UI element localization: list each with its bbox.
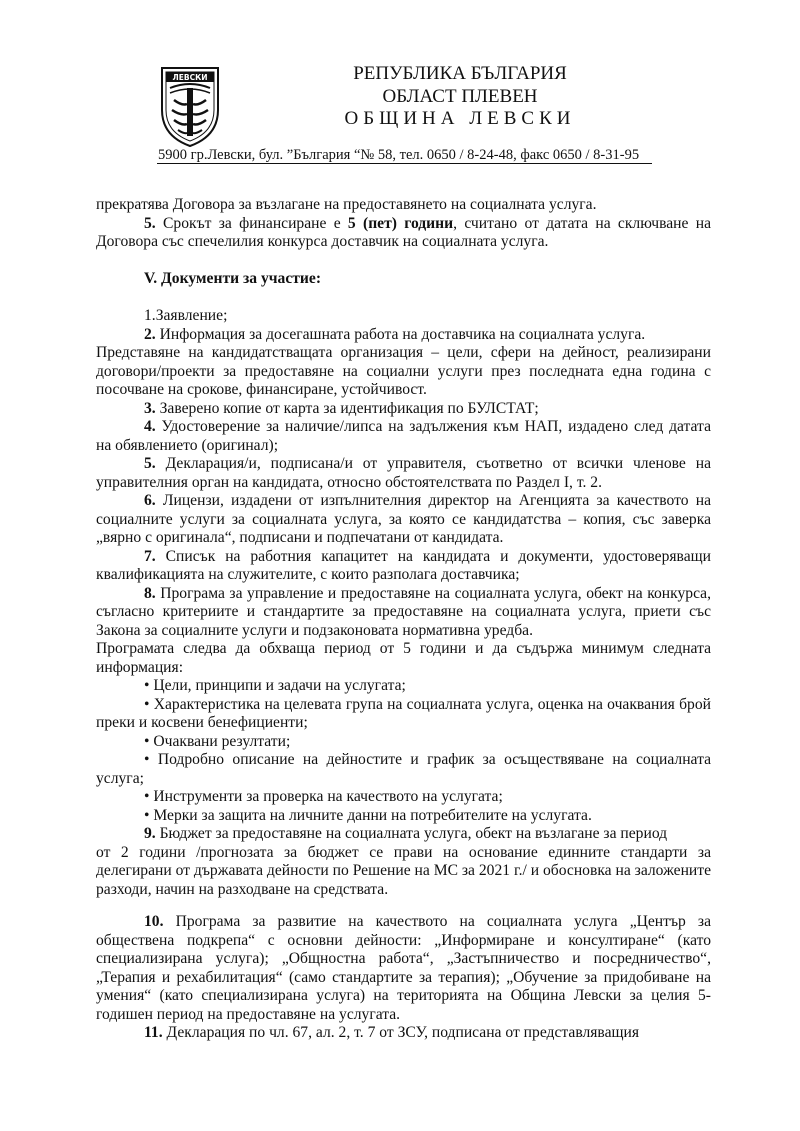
document-item-8-detail: Програмата следва да обхваща период от 5 години и да съдържа минимум следната информация: xyxy=(96,640,711,676)
bullet-item: • Очаквани резултати; xyxy=(144,732,291,750)
crest-label: ЛЕВСКИ xyxy=(172,73,208,83)
bullet-item: • Мерки за защита на личните данни на потребителите на услугата. xyxy=(144,806,592,824)
document-body xyxy=(96,196,711,1043)
letterhead-titles xyxy=(300,63,620,131)
document-item-2-detail: Представяне на кандидатстващата организация – цели, сфери на дейност, реализирани договори/проекти за предоставяне на социални услуги през последната една година с посочване на срокове, финансиране, устойчивост. xyxy=(96,344,711,398)
document-item-10: 10. Програма за развитие на качеството на социалната услуга „Център за обществена подкрепа“ с основни дейности: „Информиране и консултиране“ (като специализирана услуга); „Общностна работа“, „Застъпничество и посредничество“, „Терапия и рехабилитация“ (само стандартите за терапия); „Обучение за придобиване на умения“ (като специализирана услуга) на територията на Община Левски за целия 5-годишен период на предоставяне на услугата. xyxy=(96,913,711,1023)
header-divider xyxy=(157,163,652,164)
document-item-9-detail: от 2 години /прогнозата за бюджет се прави на основание единните стандарти за делегирани от държавата дейности по Решение на МС за 2021 г./ и обосновка на заложените разходи, начин на разходване на средствата. xyxy=(96,843,711,898)
document-item-2: 2. Информация за досегашната работа на доставчика на социалната услуга. xyxy=(144,325,646,343)
contact-address: 5900 гр.Левски, бул. ”България “№ 58, тел. 0650 / 8-24-48, факс 0650 / 8-31-95 xyxy=(158,147,640,163)
document-item-5: 5. Декларация/и, подписана/и от управителя, съответно от всички членове на управителния орган на кандидата, относно обстоятелствата по Раздел I, т. 2. xyxy=(96,455,711,491)
document-item-11: 11. Декларация по чл. 67, ал. 2, т. 7 от ЗСУ, подписана от представляващия xyxy=(144,1024,640,1041)
bullet-item: • Характеристика на целевата група на социалната услуга, оценка на очаквания брой преки и косвени бенефициенти; xyxy=(96,695,711,731)
document-item-7: 7. Списък на работния капацитет на кандидата и документи, удостоверяващи квалификацията на служителите, с които разполага доставчика; xyxy=(96,547,711,583)
bullet-item: • Цели, принципи и задачи на услугата; xyxy=(144,677,406,694)
bullet-item: • Инструменти за проверка на качеството на услугата; xyxy=(144,788,503,805)
document-item-9: 9. Бюджет за предоставяне на социалната услуга, обект на възлагане за период xyxy=(144,825,668,842)
section-heading: V. Документи за участие: xyxy=(144,270,322,287)
paragraph-continuation: прекратява Договора за възлагане на предоставянето на социалната услуга. xyxy=(96,196,597,213)
region-name: ОБЛАСТ ПЛЕВЕН xyxy=(382,85,538,107)
municipality-name: ОБЩИНА ЛЕВСКИ xyxy=(344,108,576,129)
country-name: РЕПУБЛИКА БЪЛГАРИЯ xyxy=(353,63,567,84)
document-item-1: 1.Заявление; xyxy=(144,307,228,324)
document-item-4: 4. Удостоверение за наличие/липса на задължения към НАП, издадено след датата на обявлението (оригинал); xyxy=(96,418,711,454)
document-item-6: 6. Лицензи, издадени от изпълнителния директор на Агенцията за качеството на социалните услуги за социалната услуга, за която се кандидатства – копия, със заверка „вярно с оригинала“, подписани и подпечатани от кандидата. xyxy=(96,492,711,546)
document-item-8: 8. Програма за управление и предоставяне на социалната услуга, обект на конкурса, съгласно критериите и стандартите за предоставяне на социалната услуга, приети със Закона за социалните услуги и подзаконовата нормативна уредба. xyxy=(96,584,711,639)
bullet-item: • Подробно описание на дейностите и график за осъществяване на социалната услуга; xyxy=(96,751,711,787)
coat-of-arms-icon xyxy=(160,66,220,148)
document-item-3: 3. Заверено копие от карта за идентификация по БУЛСТАТ; xyxy=(144,399,539,417)
paragraph-5: 5. Срокът за финансиране е 5 (пет) години, считано от датата на сключване на Договора със спечелилия конкурса доставчик на социалната услуга. xyxy=(96,214,711,250)
